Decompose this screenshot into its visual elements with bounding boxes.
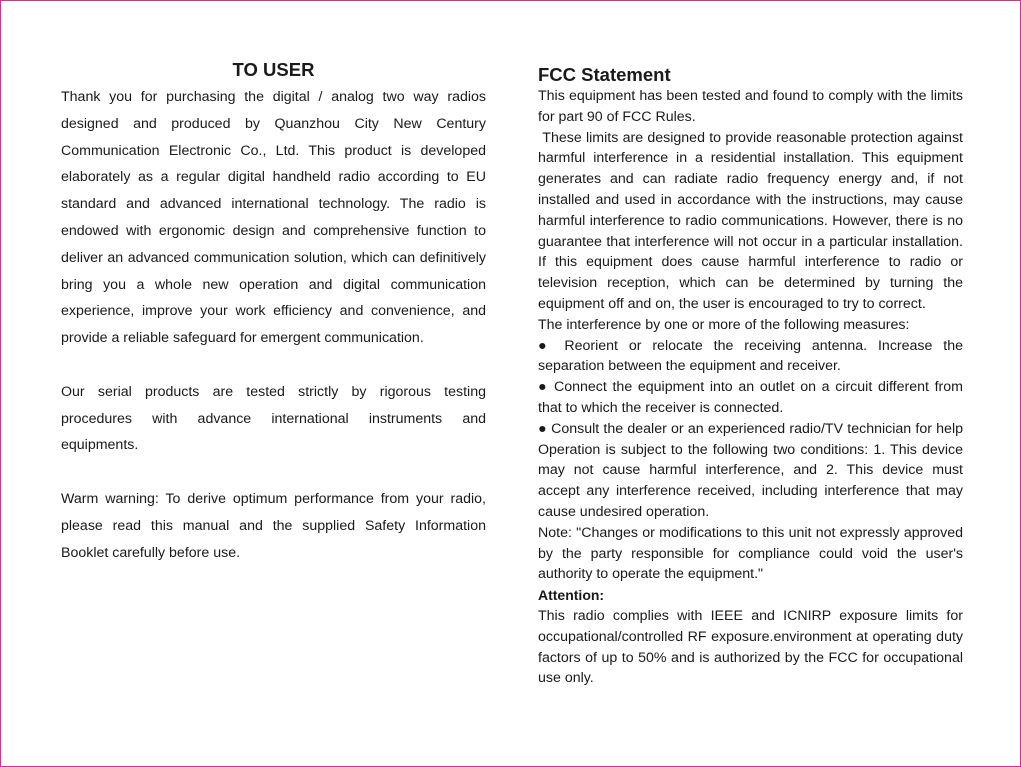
thank-you-paragraph: Thank you for purchasing the digital / analog two way radios designed and produced by Quanzhou City New Century Communication Electronic Co., Ltd. This product is developed elaborately as a regular digital handheld radio according to EU standard and advanced international technology. The radio is endowed with ergonomic design and comprehensive function to deliver an advanced communication solution, which can definitively bring you a whole new operation and digital communication experience, improve your work efficiency and convenience, and provide a reliable safeguard for emergent communication.	[61, 89, 486, 347]
measure-reorient: ● Reorient or relocate the receiving antenna. Increase the separation between the equipment and receiver.	[538, 337, 963, 375]
measure-connect: ● Connect the equipment into an outlet on a circuit different from that to which the receiver is connected.	[538, 379, 963, 416]
measures-intro: The interference by one or more of the following measures:	[538, 316, 910, 333]
fcc-statement-column	[538, 64, 967, 689]
fcc-limits-paragraph: These limits are designed to provide reasonable protection against harmful interference in a residential installation. This equipment generates and can radiate radio frequency energy and, if not installed and used in accordance with the instructions, may cause harmful interference to radio communications. However, there is no guarantee that interference will not occur in a particular installation. If this equipment does cause harmful interference to radio or television reception, which can be determined by turning the equipment off and on, the user is encouraged to try to correct.	[538, 129, 967, 312]
note-paragraph: Note: "Changes or modifications to this unit not expressly approved by the party responsible for compliance could void the user's authority to operate the equipment."	[538, 524, 963, 583]
fcc-intro-paragraph: This equipment has been tested and found to comply with the limits for part 90 of FCC Rules.	[538, 88, 963, 125]
measure-consult: ● Consult the dealer or an experienced radio/TV technician for help Operation is subject to the following two conditions: 1. This device may not cause harmful interference, and 2. This device must accept any interference received, including interference that may cause undesired operation.	[538, 420, 963, 520]
fcc-statement-title: FCC Statement	[538, 64, 671, 85]
to-user-title: TO USER	[232, 59, 315, 80]
attention-paragraph: This radio complies with IEEE and ICNIRP exposure limits for occupational/controlled RF exposure.environment at operating duty factors of up to 50% and is authorized by the FCC for occupational use only.	[538, 607, 963, 687]
attention-heading: Attention:	[538, 587, 605, 604]
warm-warning-paragraph: Warm warning: To derive optimum performance from your radio, please read this manual and the supplied Safety Information Booklet carefully before use.	[61, 490, 486, 561]
testing-paragraph: Our serial products are tested strictly by rigorous testing procedures with advance international instruments and equipments.	[61, 383, 486, 454]
to-user-column	[61, 59, 486, 566]
